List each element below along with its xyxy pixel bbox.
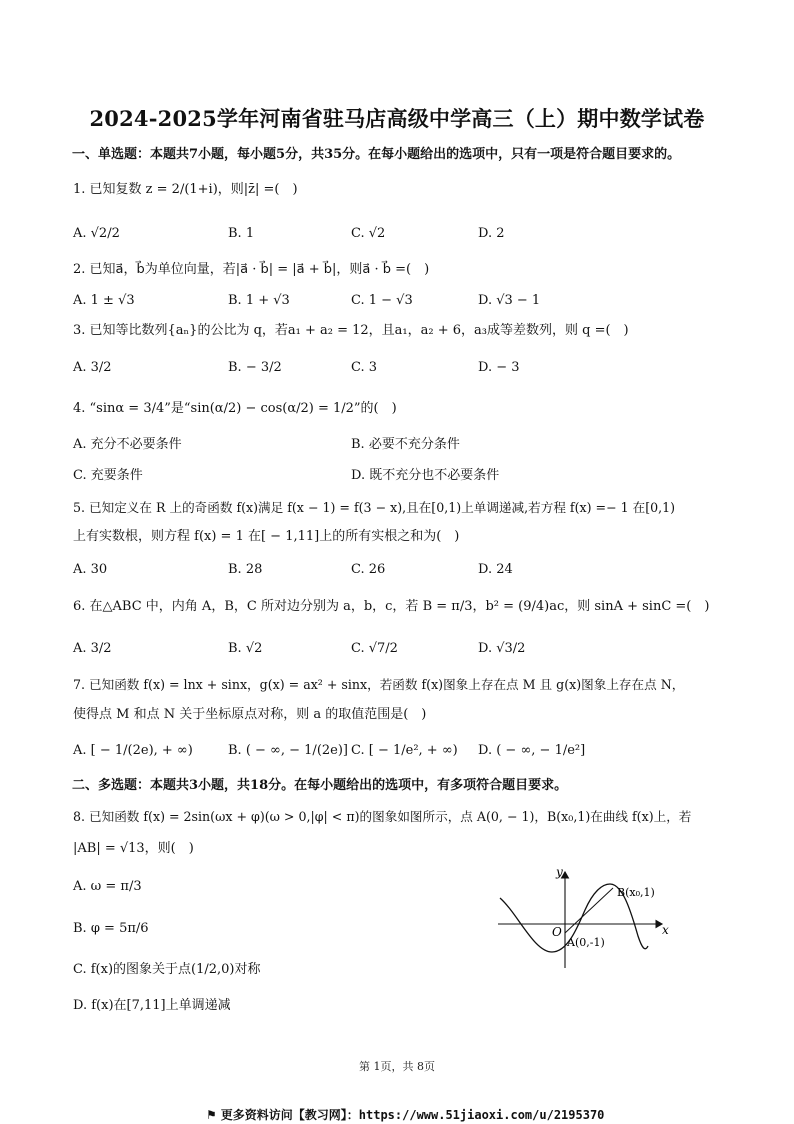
question-3-option-c: C. 3 (351, 360, 378, 375)
question-3-option-a: A. 3/2 (73, 360, 112, 375)
question-1-option-c: C. √2 (351, 226, 386, 241)
ad-text[interactable]: 更多资料访问【教习网】：https://www.51jiaoxi.com/u/2195370 (220, 1108, 605, 1122)
question-6-option-b: B. √2 (228, 641, 263, 656)
question-5-option-d: D. 24 (478, 562, 513, 577)
question-4-option-c: C. 充要条件 (73, 468, 143, 483)
question-8-option-d: D. f(x)在[7,11]上单调递减 (73, 998, 231, 1013)
question-4-option-b: B. 必要不充分条件 (351, 437, 460, 452)
question-5-stem-line-2: 上有实数根，则方程 f(x) = 1 在[ − 1,11]上的所有实根之和为( ) (73, 529, 460, 544)
question-3-option-d: D. − 3 (478, 360, 520, 375)
question-2-option-c: C. 1 − √3 (351, 293, 413, 308)
segment-ab (565, 888, 613, 933)
question-5-option-b: B. 28 (228, 562, 263, 577)
y-axis-label: y (556, 866, 563, 879)
question-5-option-a: A. 30 (73, 562, 108, 577)
point-a-label: A(0,-1) (567, 936, 605, 949)
question-6-stem: 6. 在△ABC 中，内角 A，B，C 所对边分别为 a，b，c，若 B = π/3，b² = (9/4)ac，则 sinA + sinC =( ) (73, 599, 710, 614)
flag-icon: ⚑ (206, 1108, 217, 1122)
question-1-option-a: A. √2/2 (73, 226, 120, 241)
question-4-stem: 4. “sinα = 3/4”是“sin(α/2) − cos(α/2) = 1/2”的( ) (73, 401, 397, 416)
question-2-option-b: B. 1 + √3 (228, 293, 290, 308)
point-b-label: B(x₀,1) (617, 886, 655, 899)
section-heading-multi-choice: 二、多选题：本题共3小题，共18分。在每小题给出的选项中，有多项符合题目要求。 (72, 778, 568, 793)
page-number: 第 1页，共 8页 (359, 1060, 435, 1073)
page-title: 2024-2025学年河南省驻马店高级中学高三（上）期中数学试卷 (89, 106, 705, 131)
question-6-option-c: C. √7/2 (351, 641, 398, 656)
question-1-stem: 1. 已知复数 z = 2/(1+i)，则|z̄| =( ) (73, 182, 298, 197)
question-8-stem-line-1: 8. 已知函数 f(x) = 2sin(ωx + φ)(ω > 0,|φ| < π)的图象如图所示，点 A(0, − 1)，B(x₀,1)在曲线 f(x)上，若 (73, 809, 692, 824)
question-4-option-d: D. 既不充分也不必要条件 (351, 468, 500, 483)
question-8-option-b: B. φ = 5π/6 (73, 921, 149, 936)
question-2-stem: 2. 已知a⃗，b⃗为单位向量，若|a⃗ · b⃗| = |a⃗ + b⃗|，则a⃗ · b⃗ =( ) (73, 262, 430, 277)
question-1-option-b: B. 1 (228, 226, 255, 241)
origin-label: O (552, 925, 562, 939)
question-3-option-b: B. − 3/2 (228, 360, 282, 375)
question-8-sine-graph (496, 866, 676, 971)
question-1-option-d: D. 2 (478, 226, 505, 241)
question-8-option-c: C. f(x)的图象关于点(1/2,0)对称 (73, 962, 261, 977)
question-2-option-d: D. √3 − 1 (478, 293, 541, 308)
question-3-stem: 3. 已知等比数列{aₙ}的公比为 q，若a₁ + a₂ = 12，且a₁，a₂ + 6，a₃成等差数列，则 q =( ) (73, 323, 629, 338)
footer-advertisement[interactable] (206, 1106, 604, 1123)
question-7-stem-line-1: 7. 已知函数 f(x) = lnx + sinx，g(x) = ax² + sinx，若函数 f(x)图象上存在点 M 且 g(x)图象上存在点 N， (73, 677, 685, 692)
question-4-option-a: A. 充分不必要条件 (73, 437, 182, 452)
question-8-stem-line-2: |AB| = √13，则( ) (73, 841, 194, 856)
question-7-option-b: B. ( − ∞, − 1/(2e)] (228, 743, 348, 758)
question-5-option-c: C. 26 (351, 562, 386, 577)
question-6-option-d: D. √3/2 (478, 641, 526, 656)
section-heading-single-choice: 一、单选题：本题共7小题，每小题5分，共35分。在每小题给出的选项中，只有一项是符合题目要求的。 (72, 147, 681, 162)
question-7-option-a: A. [ − 1/(2e), + ∞) (73, 743, 193, 758)
question-8-option-a: A. ω = π/3 (73, 879, 142, 894)
question-2-option-a: A. 1 ± √3 (73, 293, 135, 308)
question-7-option-c: C. [ − 1/e², + ∞) (351, 743, 458, 758)
question-5-stem-line-1: 5. 已知定义在 R 上的奇函数 f(x)满足 f(x − 1) = f(3 − x),且在[0,1)上单调递减,若方程 f(x) =− 1 在[0,1) (73, 500, 676, 515)
question-7-stem-line-2: 使得点 M 和点 N 关于坐标原点对称，则 a 的取值范围是( ) (73, 707, 427, 722)
question-7-option-d: D. ( − ∞, − 1/e²] (478, 743, 586, 758)
question-6-option-a: A. 3/2 (73, 641, 112, 656)
x-axis-label: x (662, 923, 669, 937)
